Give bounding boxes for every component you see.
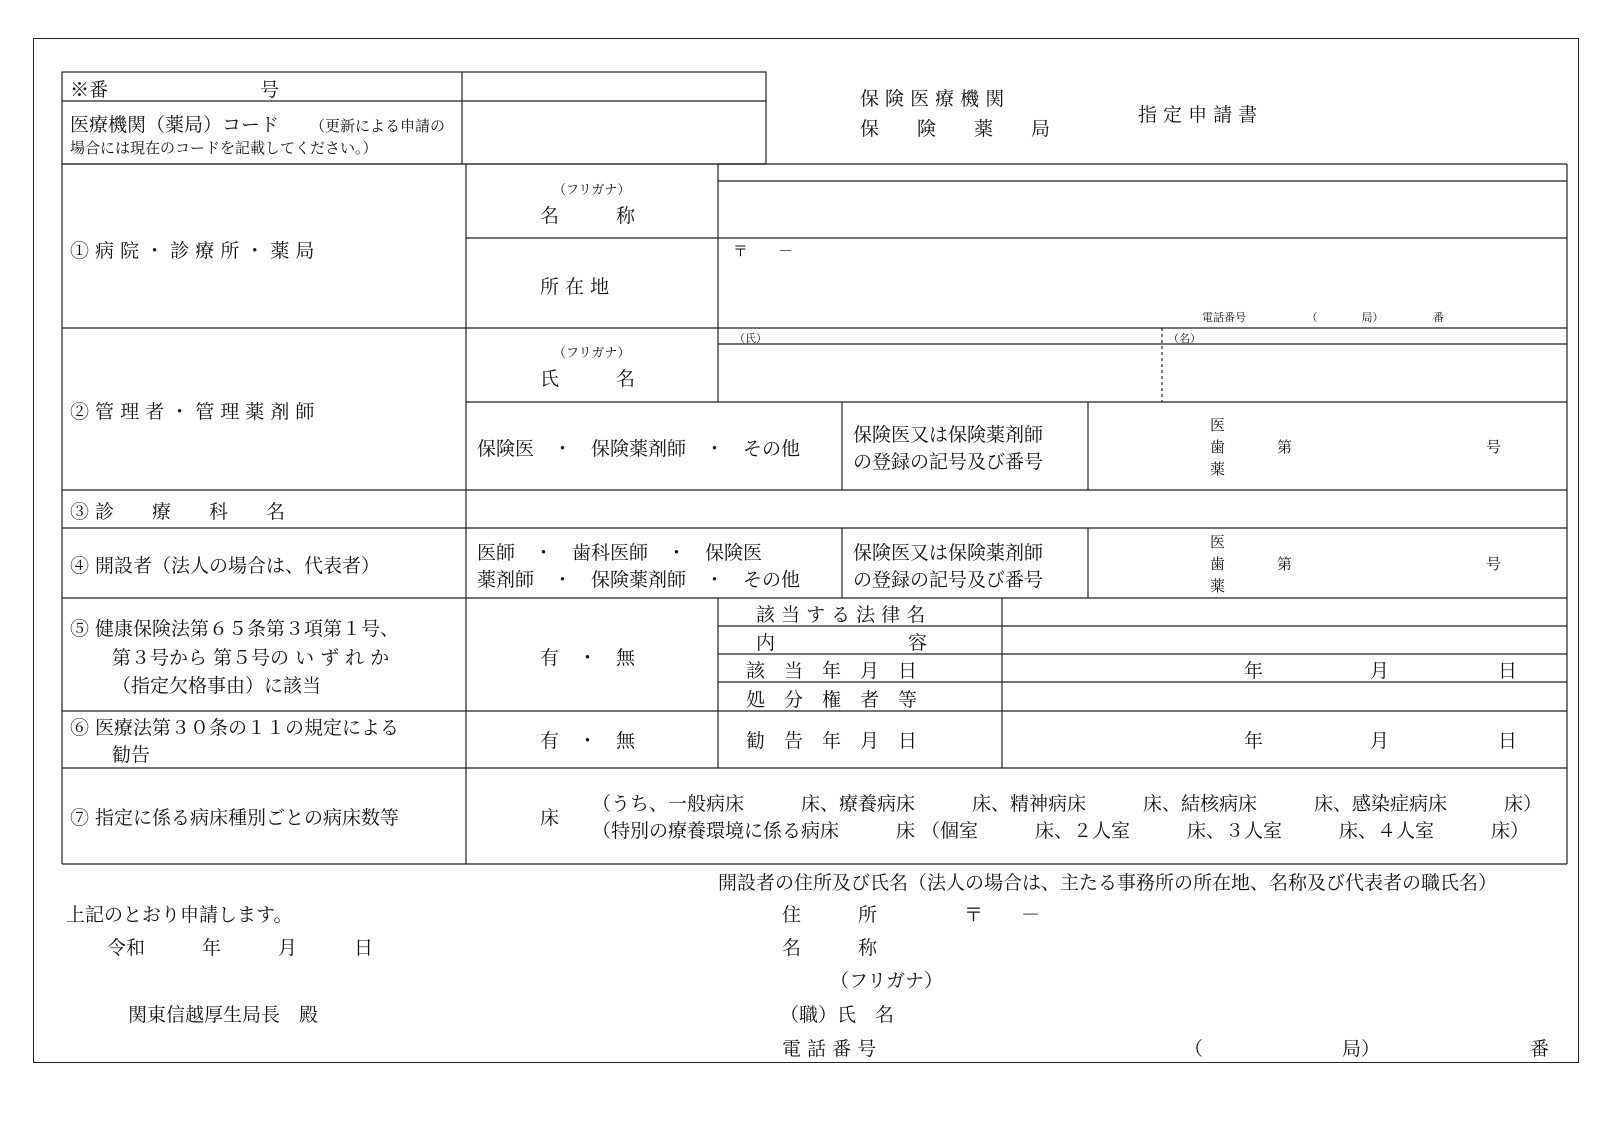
row1-address-label: 所 在 地 (540, 276, 610, 298)
row6-label-2: 勧告 (112, 744, 151, 766)
row5-year: 年 (1244, 660, 1264, 682)
row4-label: ④ 開設者（法人の場合は、代表者） (70, 555, 381, 577)
row5-content-label: 内 容 (756, 632, 928, 654)
footer-phone-label: 電 話 番 号 (782, 1038, 877, 1060)
row2-dai: 第 (1277, 438, 1293, 456)
row2-types: 保険医 ・ 保険薬剤師 ・ その他 (477, 438, 801, 460)
founder-note: 開設者の住所及び氏名（法人の場合は、主たる事務所の所在地、名称及び代表者の職氏名） (718, 872, 1498, 894)
row2-furigana: （フリガナ） (553, 346, 631, 361)
apply-text: 上記のとおり申請します。 (66, 904, 293, 926)
row5-date-label: 該 当 年 月 日 (746, 660, 918, 682)
row2-reg-label-2: の登録の記号及び番号 (853, 451, 1044, 473)
row6-yesno: 有 ・ 無 (540, 730, 636, 752)
row4-types-1: 医師 ・ 歯科医師 ・ 保険医 (477, 542, 763, 564)
row2-family-tag: （氏） (734, 332, 767, 345)
row4-reg-label-2: の登録の記号及び番号 (853, 569, 1044, 591)
row1-name-label: 名 称 (540, 205, 636, 227)
row4-types-2: 薬剤師 ・ 保険薬剤師 ・ その他 (477, 569, 801, 591)
row4-go: 号 (1486, 555, 1502, 573)
row5-law-label: 該 当 す る 法 律 名 (756, 604, 926, 626)
row7-bed: 床 (540, 807, 560, 829)
row2-given-tag: （名） (1168, 332, 1201, 345)
row1-furigana: （フリガナ） (553, 183, 631, 198)
footer-phone-kyoku: 局） (1342, 1038, 1381, 1060)
footer-furigana: （フリガナ） (830, 970, 944, 992)
number-label: ※番 号 (70, 79, 280, 101)
title-line-2: 保 険 薬 局 (860, 118, 1051, 140)
row4-kind-3: 薬 (1210, 577, 1226, 595)
row5-yesno: 有 ・ 無 (540, 647, 636, 669)
row2-kind-2: 歯 (1210, 438, 1226, 456)
row7-line-2: （特別の療養環境に係る病床 床 （個室 床、２人室 床、３人室 床、４人室 床） (592, 820, 1530, 842)
row1-label: ① 病 院 ・ 診 療 所 ・ 薬 局 (70, 240, 315, 262)
row4-dai: 第 (1277, 555, 1293, 573)
footer-phone-ban: 番 (1530, 1038, 1550, 1060)
row5-label-3: （指定欠格事由）に該当 (112, 675, 322, 697)
code-label: 医療機関（薬局）コード (70, 114, 280, 136)
row6-month: 月 (1370, 730, 1390, 752)
row4-kind-1: 医 (1210, 533, 1226, 551)
row4-kind-2: 歯 (1210, 555, 1226, 573)
row1-phone: 電話番号 （ 局） 番 (1202, 311, 1444, 324)
row7-label: ⑦ 指定に係る病床種別ごとの病床数等 (70, 807, 400, 829)
row2-kind-3: 薬 (1210, 460, 1226, 478)
row3-label: ③ 診 療 科 名 (70, 501, 286, 523)
title-line-1: 保 険 医 療 機 関 (860, 88, 1005, 110)
row6-day: 日 (1498, 730, 1518, 752)
code-note-2: 場合には現在のコードを記載してください。） (70, 139, 378, 157)
row5-day: 日 (1498, 660, 1518, 682)
row6-date-label: 勧 告 年 月 日 (746, 730, 918, 752)
row5-authority-label: 処 分 権 者 等 (746, 689, 918, 711)
row2-label: ② 管 理 者 ・ 管 理 薬 剤 師 (70, 401, 315, 423)
footer-phone-open: （ (1184, 1038, 1204, 1060)
row2-name-label: 氏 名 (540, 368, 636, 390)
footer-postal: 〒 － (964, 904, 1041, 926)
title-suffix: 指 定 申 請 書 (1138, 104, 1258, 126)
footer-address-label: 住 所 (782, 904, 878, 926)
row5-month: 月 (1370, 660, 1390, 682)
footer-person-label: （職）氏 名 (780, 1004, 895, 1026)
row2-reg-label-1: 保険医又は保険薬剤師 (853, 424, 1044, 446)
row5-label-1: ⑤ 健康保険法第６５条第３項第１号、 (70, 618, 400, 640)
row2-kind-1: 医 (1210, 416, 1226, 434)
addressee: 関東信越厚生局長 殿 (128, 1004, 319, 1026)
code-note-1: （更新による申請の (310, 117, 446, 135)
row7-line-1: （うち、一般病床 床、療養病床 床、精神病床 床、結核病床 床、感染症病床 床） (592, 793, 1543, 815)
footer-name-label: 名 称 (782, 937, 878, 959)
row6-label-1: ⑥ 医療法第３０条の１１の規定による (70, 717, 400, 739)
row5-label-2: 第３号から 第５号の い ず れ か (112, 647, 390, 669)
row4-reg-label-1: 保険医又は保険薬剤師 (853, 542, 1044, 564)
row6-year: 年 (1244, 730, 1264, 752)
row2-go: 号 (1486, 438, 1502, 456)
apply-date: 令和 年 月 日 (107, 937, 374, 959)
row1-postal: 〒 － (733, 242, 794, 260)
